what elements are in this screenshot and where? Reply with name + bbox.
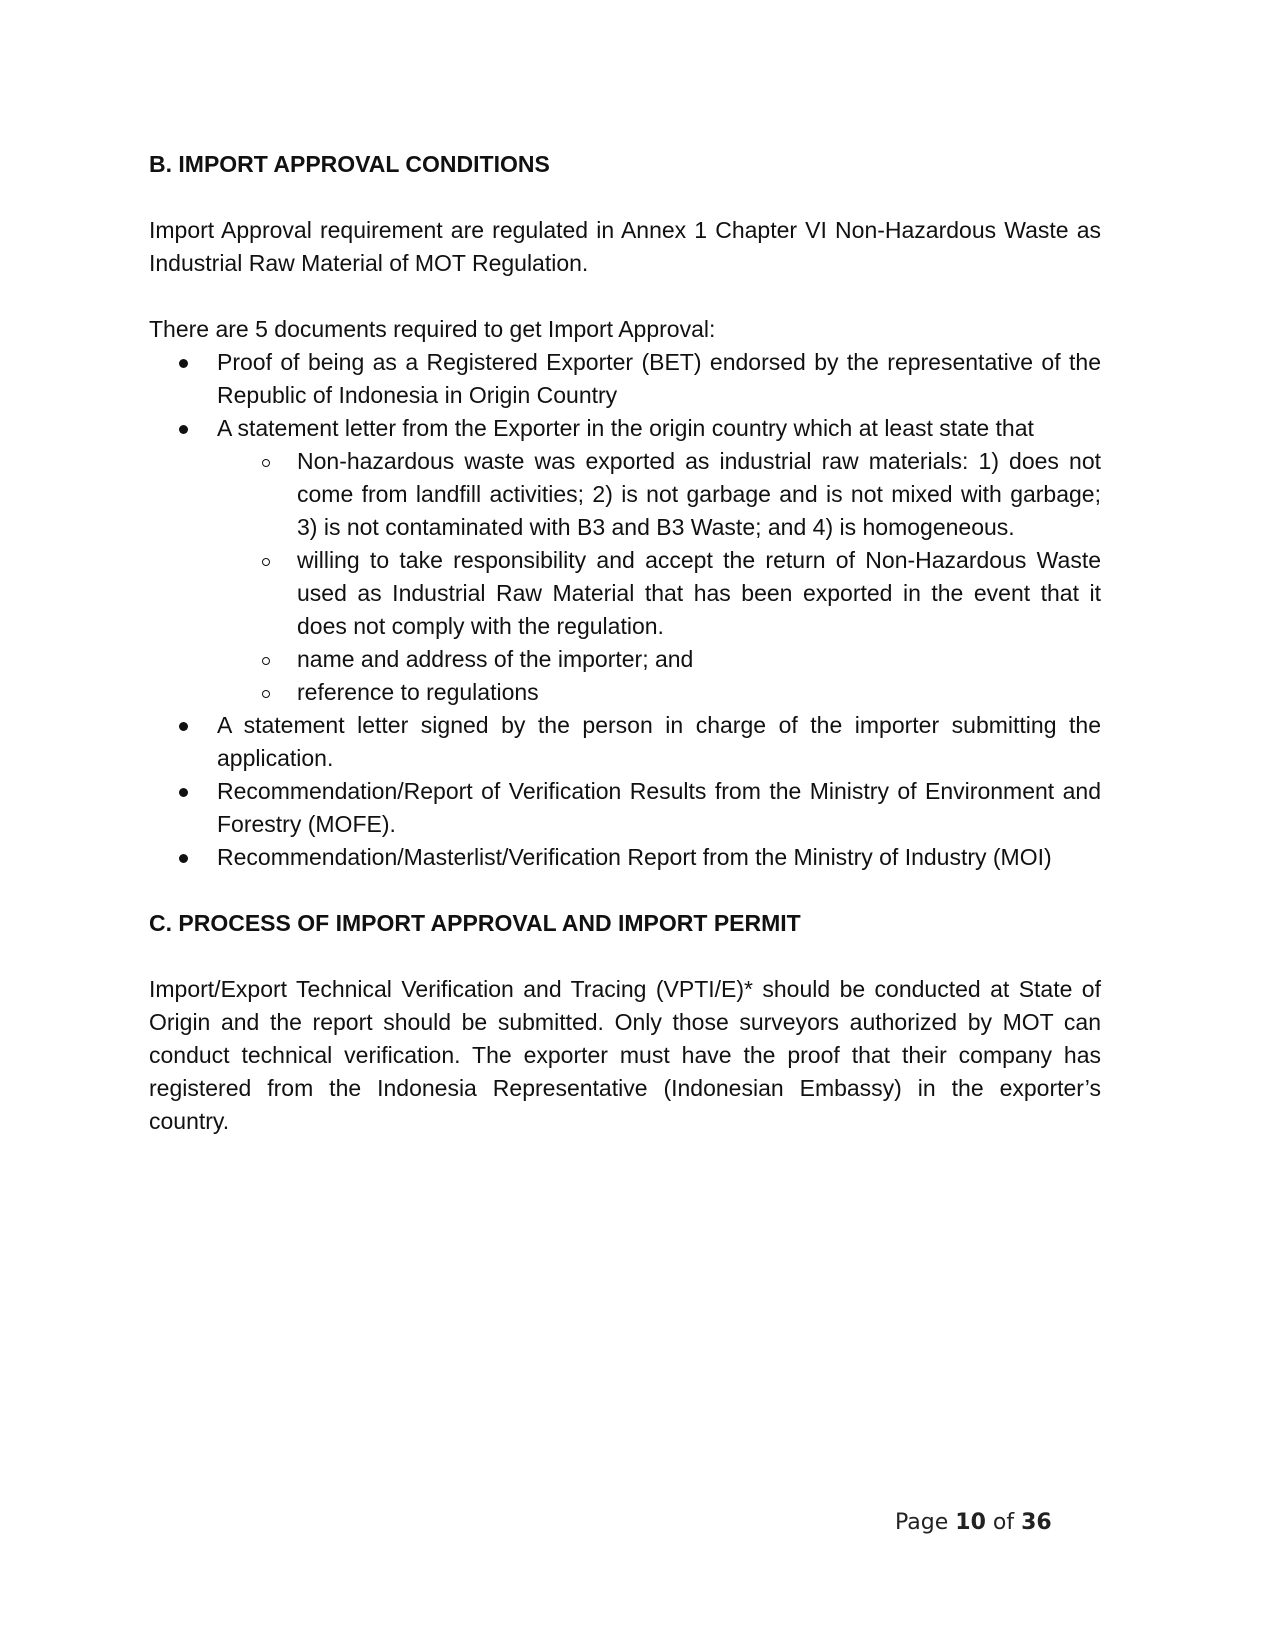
section-b-intro: Import Approval requirement are regulated in Annex 1 Chapter VI Non-Hazardous Waste as Industrial Raw Material of MOT Regulation. xyxy=(149,217,1101,276)
bullet-icon xyxy=(179,359,188,368)
current-page-number: 10 xyxy=(955,1510,986,1535)
sub-list-item-text: Non-hazardous waste was exported as industrial raw materials: 1) does not come from landfill activities; 2) is not garbage and is not mixed with garbage; 3) is not contaminated with B3 and B3 Waste; and 4) is homogeneous. xyxy=(297,448,1101,540)
page-word: Page xyxy=(895,1510,949,1535)
bullet-icon xyxy=(179,788,188,797)
section-b-heading: B. IMPORT APPROVAL CONDITIONS xyxy=(149,151,550,177)
list-item-text: A statement letter signed by the person in charge of the importer submitting the application. xyxy=(217,712,1101,771)
total-page-count: 36 xyxy=(1021,1510,1052,1535)
section-c-heading: C. PROCESS OF IMPORT APPROVAL AND IMPORT PERMIT xyxy=(149,910,801,936)
section-c-body: Import/Export Technical Verification and Tracing (VPTI/E)* should be conducted at State of Origin and the report should be submitted. Only those surveyors authorized by MOT can conduct technical verification. The exporter must have the proof that their company has registered from the Indonesia Representative (Indonesian Embassy) in the exporter’s country. xyxy=(149,976,1101,1134)
list-item-text: Proof of being as a Registered Exporter (BET) endorsed by the representative of the Republic of Indonesia in Origin Country xyxy=(217,349,1101,408)
bullet-icon xyxy=(179,425,188,434)
circle-bullet-icon xyxy=(262,657,270,665)
list-item-text: Recommendation/Masterlist/Verification Report from the Ministry of Industry (MOI) xyxy=(217,844,1052,870)
bullet-icon xyxy=(179,854,188,863)
documents-list xyxy=(149,346,1101,874)
list-item xyxy=(149,346,1101,412)
sub-list-item xyxy=(217,445,1101,544)
circle-bullet-icon xyxy=(262,459,270,467)
sub-list-item-text: name and address of the importer; and xyxy=(297,646,694,672)
circle-bullet-icon xyxy=(262,558,270,566)
of-word: of xyxy=(992,1510,1015,1535)
documents-list-intro: There are 5 documents required to get Import Approval: xyxy=(149,316,716,342)
sub-list-item xyxy=(217,676,1101,709)
sub-list-item-text: willing to take responsibility and accept the return of Non-Hazardous Waste used as Industrial Raw Material that has been exported in the event that it does not comply with the regulation. xyxy=(297,547,1101,639)
sub-list-item xyxy=(217,544,1101,643)
sub-list-item xyxy=(217,643,1101,676)
list-item-text: Recommendation/Report of Verification Results from the Ministry of Environment and Forestry (MOFE). xyxy=(217,778,1101,837)
sub-list-item-text: reference to regulations xyxy=(297,679,539,705)
page-content xyxy=(149,148,1101,1138)
bullet-icon xyxy=(179,722,188,731)
page-number-footer xyxy=(895,1510,1052,1535)
statement-sub-list xyxy=(217,445,1101,709)
list-item xyxy=(149,412,1101,709)
list-item-text: A statement letter from the Exporter in the origin country which at least state that xyxy=(217,415,1034,441)
circle-bullet-icon xyxy=(262,690,270,698)
list-item xyxy=(149,841,1101,874)
list-item xyxy=(149,775,1101,841)
list-item xyxy=(149,709,1101,775)
